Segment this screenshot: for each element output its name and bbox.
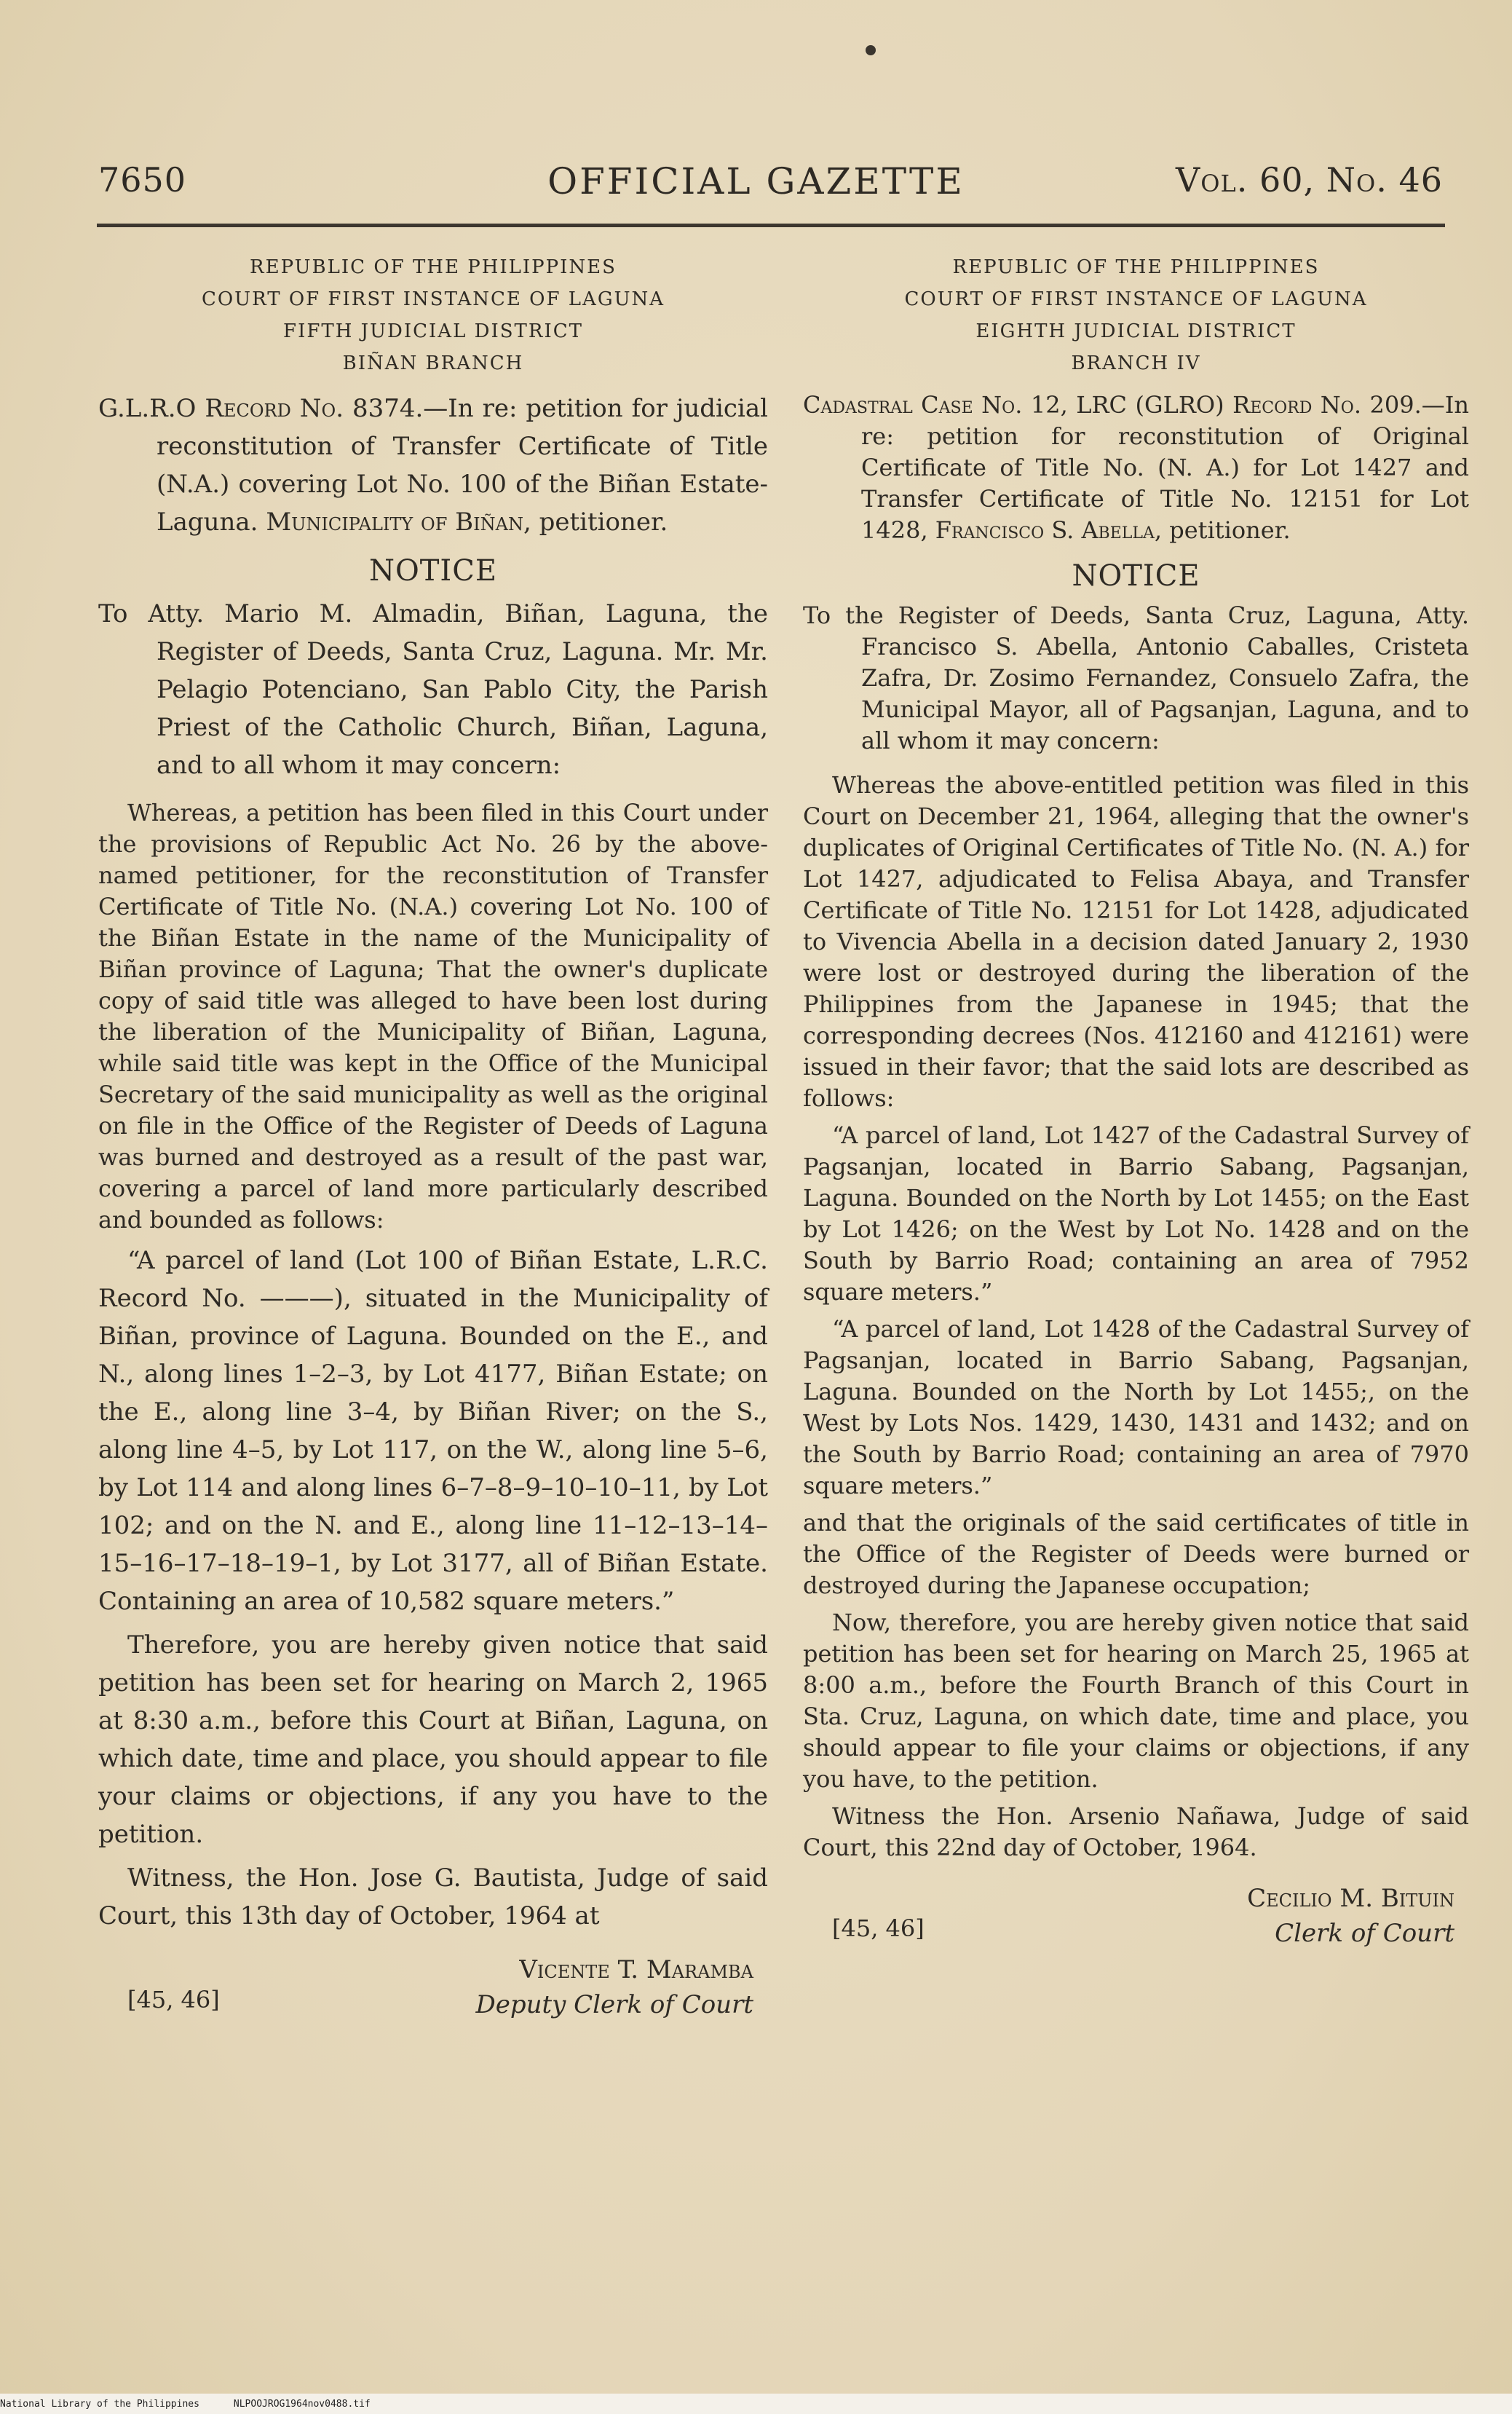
now-therefore-paragraph: Now, therefore, you are hereby given notice that said petition has been set for hearing on March 25, 1965 at 8:00 a.m., before the Fourth Branch of this Court in Sta. Cruz, Laguna, on which date, time and place, you should appear to file your claims or objections, if any you have, to the petition. xyxy=(803,1609,1469,1793)
court-line: EIGHTH JUDICIAL DISTRICT xyxy=(975,320,1297,342)
court-line: COURT OF FIRST INSTANCE OF LAGUNA xyxy=(201,288,665,310)
right-column xyxy=(803,251,1469,1964)
and-that-paragraph: and that the originals of the said certificates of title in the Office of the Register of Deeds were burned or destroyed during the Japanese occupation; xyxy=(803,1509,1469,1599)
case-caption xyxy=(803,390,1469,546)
case-description: —In re: petition for judicial reconstitution of Transfer Certificate of Title (N.A.) covering Lot No. 100 of the Biñan Estate-Laguna. xyxy=(157,394,768,537)
court-heading xyxy=(98,251,768,379)
page-mark xyxy=(866,45,876,55)
signature-block xyxy=(98,1955,768,2035)
left-column xyxy=(98,251,768,2035)
notice-heading: NOTICE xyxy=(1072,559,1200,593)
witness-paragraph: Witness, the Hon. Jose G. Bautista, Judge of said Court, this 13th day of October, 1964 at xyxy=(98,1863,768,1930)
publication-title: OFFICIAL GAZETTE xyxy=(547,160,965,202)
addressee: To the Register of Deeds, Santa Cruz, Laguna, Atty. Francisco S. Abella, Antonio Caballes, Cristeta Zafra, Dr. Zosimo Fernandez, Consuelo Zafra, the Municipal Mayor, all of Pagsanjan, Laguna, and to all whom it may concern: xyxy=(803,601,1469,754)
addressee: To Atty. Mario M. Almadin, Biñan, Laguna, the Register of Deeds, Santa Cruz, Laguna. Mr. Mr. Pelagio Potenciano, San Pablo City, the Parish Priest of the Catholic Church, Biñan, Laguna, and to all whom it may concern: xyxy=(98,599,768,780)
header-rule xyxy=(97,224,1445,227)
notice-heading: NOTICE xyxy=(368,554,498,588)
issue-tag: [45, 46] xyxy=(832,1914,925,1942)
case-petitioner: Municipality of Biñan, xyxy=(266,508,531,537)
scan-footer xyxy=(0,2399,371,2410)
signatory-name: Cecilio M. Bituin xyxy=(1247,1884,1454,1913)
case-suffix: petitioner. xyxy=(1169,516,1291,544)
witness-paragraph: Witness the Hon. Arsenio Nañawa, Judge of said Court, this 22nd day of October, 1964. xyxy=(803,1802,1469,1861)
whereas-paragraph: Whereas the above-entitled petition was filed in this Court on December 21, 1964, alleging that the owner's duplicates of Original Certificates of Title No. (N. A.) for Lot 1427, adjudicated to Felisa Abaya, and Transfer Certificate of Title No. 12151 for Lot 1428, adjudicated to Vivencia Abella in a decision dated January 2, 1930 were lost or destroyed during the liberation of the Philippines from the Japanese in 1945; that the corresponding decrees (Nos. 412160 and 412161) were issued in their favor; that the said lots are described as follows: xyxy=(803,771,1469,1112)
case-suffix: petitioner. xyxy=(539,508,668,537)
court-line: REPUBLIC OF THE PHILIPPINES xyxy=(952,256,1320,278)
signatory-title: Deputy Clerk of Court xyxy=(475,1990,753,2019)
case-description: —In re: petition for reconstitution of Original Certificate of Title No. (N. A.) for Lot 1427 and Transfer Certificate of Title No. 12151 for Lot 1428, xyxy=(861,391,1469,544)
case-number: Cadastral Case No. 12, LRC (GLRO) Record No. 209. xyxy=(803,391,1422,419)
court-heading xyxy=(803,251,1469,379)
land-description-lot-1428: “A parcel of land, Lot 1428 of the Cadastral Survey of Pagsanjan, located in Barrio Sabang, Pagsanjan, Laguna. Bounded on the North by Lot 1455;, on the West by Lots Nos. 1429, 1430, 1431 and 1432; and on the South by Barrio Road; containing an area of 7970 square meters.” xyxy=(803,1315,1469,1499)
court-line: BIÑAN BRANCH xyxy=(342,352,524,374)
whereas-paragraph: Whereas, a petition has been filed in this Court under the provisions of Republic Act No. 26 by the above-named petitioner, for the reconstitution of Transfer Certificate of Title No. (N.A.) covering Lot No. 100 of the Biñan Estate in the name of the Municipality of Biñan province of Laguna; That the owner's duplicate copy of said title was alleged to have been lost during the liberation of the Municipality of Biñan, Laguna, while said title was kept in the Office of the Municipal Secretary of the said municipality as well as the original on file in the Office of the Register of Deeds of Laguna was burned and destroyed as a result of the past war, covering a parcel of land more particularly described and bounded as follows: xyxy=(98,799,768,1234)
case-number: G.L.R.O Record No. 8374. xyxy=(98,394,424,423)
signatory-name: Vicente T. Maramba xyxy=(519,1955,753,1984)
case-petitioner: Francisco S. Abella, xyxy=(935,516,1163,544)
case-caption xyxy=(98,390,768,541)
scan-filename: NLPOOJROG1964nov0488.tif xyxy=(233,2399,371,2410)
signatory-title: Clerk of Court xyxy=(1275,1919,1454,1948)
court-line: REPUBLIC OF THE PHILIPPINES xyxy=(250,256,617,278)
land-description: “A parcel of land (Lot 100 of Biñan Estate, L.R.C. Record No. ———), situated in the Municipality of Biñan, province of Laguna. Bounded on the E., and N., along lines 1–2–3, by Lot 4177, Biñan Estate; on the E., along line 3–4, by Biñan River; on the S., along line 4–5, by Lot 117, on the W., along line 5–6, by Lot 114 and along lines 6–7–8–9–10–10–11, by Lot 102; and on the N. and E., along line 11–12–13–14–15–16–17–18–19–1, by Lot 3177, all of Biñan Estate. Containing an area of 10,582 square meters.” xyxy=(98,1246,768,1616)
court-line: COURT OF FIRST INSTANCE OF LAGUNA xyxy=(904,288,1368,310)
volume-number: Vol. 60, No. 46 xyxy=(1176,160,1443,200)
court-line: FIFTH JUDICIAL DISTRICT xyxy=(283,320,583,342)
therefore-paragraph: Therefore, you are hereby given notice that said petition has been set for hearing on March 2, 1965 at 8:30 a.m., before this Court at Biñan, Laguna, on which date, time and place, you should appear to file your claims or objections, if any you have to the petition. xyxy=(98,1630,768,1849)
land-description-lot-1427: “A parcel of land, Lot 1427 of the Cadastral Survey of Pagsanjan, located in Barrio Sabang, Pagsanjan, Laguna. Bounded on the North by Lot 1455; on the East by Lot 1426; on the West by Lot No. 1428 and on the South by Barrio Road; containing an area of 7952 square meters.” xyxy=(803,1121,1469,1306)
court-line: BRANCH IV xyxy=(1071,352,1201,374)
signature-block xyxy=(803,1884,1469,1964)
issue-tag: [45, 46] xyxy=(127,1986,220,2013)
library-credit: National Library of the Philippines xyxy=(0,2399,199,2410)
page-number: 7650 xyxy=(98,160,187,200)
